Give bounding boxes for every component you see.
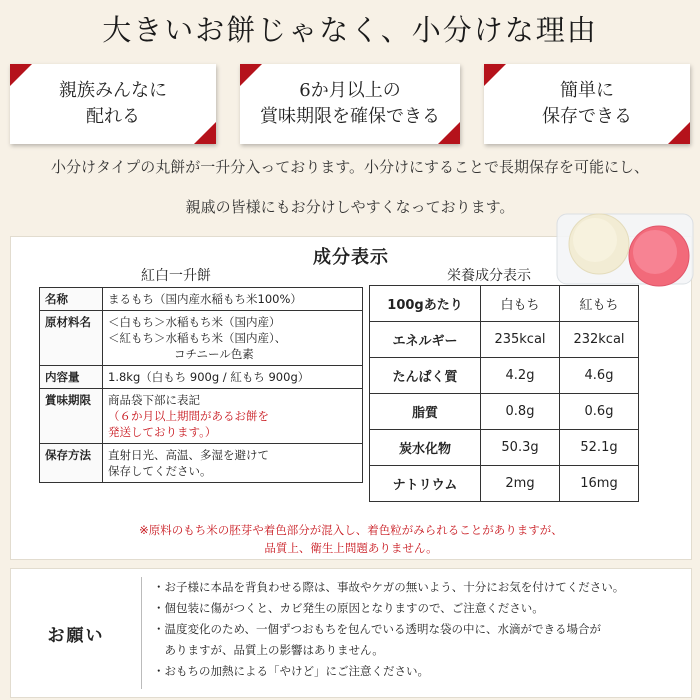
product-title: 紅白一升餅 [141, 268, 211, 284]
row-value: 4.2g [481, 358, 560, 394]
corner-triangle-icon [240, 64, 262, 86]
list-item: ・おもちの加熱による「やけど」にご注意ください。 [153, 664, 429, 678]
corner-triangle-icon [438, 122, 460, 144]
row-value: まるもち（国内産水稲もち米100%） [103, 288, 363, 311]
ingredients-table [39, 287, 363, 483]
panel-title: 成分表示 [313, 247, 389, 268]
row-label: 原材料名 [40, 311, 103, 366]
disclaimer-note: ※原料のもち米の胚芽や着色部分が混入し、着色粒がみられることがありますが、 品質上、衛生上問題ありません。 [139, 523, 563, 555]
table-row [370, 466, 639, 502]
row-label: 内容量 [40, 366, 103, 389]
row-value: 4.6g [560, 358, 639, 394]
header-cell: 紅もち [560, 286, 639, 322]
row-label: 保存方法 [40, 444, 103, 483]
nutrition-table [369, 285, 639, 502]
row-label: 名称 [40, 288, 103, 311]
list-item: ・お子様に本品を背負わせる際は、事故やケガの無いよう、十分にお気を付けてください。 [153, 580, 625, 594]
row-value: 0.6g [560, 394, 639, 430]
reason-card-2 [240, 64, 460, 144]
caution-list [153, 577, 683, 682]
row-label: 賞味期限 [40, 389, 103, 444]
reason-card-3 [484, 64, 690, 144]
caution-box [10, 568, 692, 698]
corner-triangle-icon [484, 64, 506, 86]
table-row [370, 394, 639, 430]
table-row [370, 430, 639, 466]
row-value: 52.1g [560, 430, 639, 466]
table-row [40, 389, 363, 444]
divider [141, 577, 142, 689]
list-item: ・温度変化のため、一個ずつおもちを包んでいる透明な袋の中に、水滴ができる場合が ありますが、品質上の影響はありません。 [153, 622, 602, 657]
table-row [40, 366, 363, 389]
row-value: 2mg [481, 466, 560, 502]
table-row [370, 358, 639, 394]
row-value: 1.8kg（白もち 900g / 紅もち 900g） [103, 366, 363, 389]
corner-triangle-icon [194, 122, 216, 144]
table-row [40, 288, 363, 311]
row-label: 脂質 [370, 394, 481, 430]
row-value: 16mg [560, 466, 639, 502]
header-cell: 100gあたり [370, 286, 481, 322]
row-value: ＜白もち＞水稲もち米（国内産） ＜紅もち＞水稲もち米（国内産）、 コチニール色素 [103, 311, 363, 366]
table-row [40, 444, 363, 483]
row-value: 直射日光、高温、多湿を避けて 保存してください。 [103, 444, 363, 483]
row-label: エネルギー [370, 322, 481, 358]
list-item: ・個包装に傷がつくと、カビ発生の原因となりますので、ご注意ください。 [153, 601, 544, 615]
table-header-row [370, 286, 639, 322]
description-line-1: 小分けタイプの丸餅が一升分入っております。小分けにすることで長期保存を可能にし、 [50, 158, 650, 176]
description-line-2: 親戚の皆様にもお分けしやすくなっております。 [185, 198, 515, 216]
corner-triangle-icon [10, 64, 32, 86]
table-row [370, 322, 639, 358]
row-label: たんぱく質 [370, 358, 481, 394]
row-value: 232kcal [560, 322, 639, 358]
row-label: ナトリウム [370, 466, 481, 502]
reason-cards [10, 64, 690, 146]
table-row [40, 311, 363, 366]
row-value: 50.3g [481, 430, 560, 466]
row-value: 0.8g [481, 394, 560, 430]
mochi-product-image [555, 208, 695, 288]
reason-card-1 [10, 64, 216, 144]
corner-triangle-icon [668, 122, 690, 144]
header-cell: 白もち [481, 286, 560, 322]
row-label: 炭水化物 [370, 430, 481, 466]
reason-text: 親族みんなに 配れる [59, 80, 167, 127]
caution-label: お願い [47, 625, 105, 646]
reason-text: 簡単に 保存できる [542, 80, 632, 127]
page-title: 大きいお餅じゃなく、小分けな理由 [102, 13, 598, 47]
row-value: 235kcal [481, 322, 560, 358]
nutrition-title: 栄養成分表示 [447, 268, 531, 284]
reason-text: 6か月以上の 賞味期限を確保できる [260, 80, 440, 127]
row-value: 商品袋下部に表記 （６か月以上期間があるお餅を 発送しております。） [103, 389, 363, 444]
